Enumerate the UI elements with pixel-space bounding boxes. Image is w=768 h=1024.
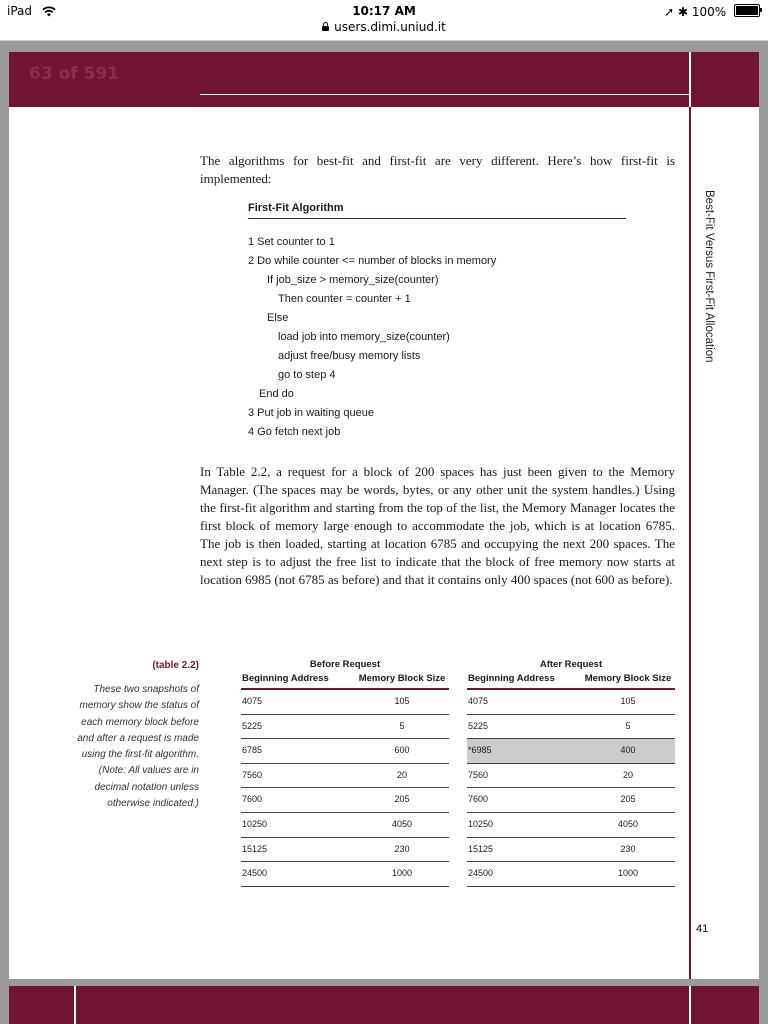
header-divider: [689, 52, 691, 107]
table-label: (table 2.2): [152, 660, 199, 671]
table-row: [467, 838, 675, 863]
table-row: [467, 690, 675, 715]
table-cell: *6985: [468, 745, 492, 756]
column-header: Memory Block Size: [584, 673, 672, 684]
table-row: [241, 862, 449, 887]
highlighted-table-row: [467, 739, 675, 764]
algorithm-lines: [248, 233, 626, 442]
table-cell: 7560: [468, 769, 489, 780]
table-group-title: After Request: [539, 659, 603, 670]
table-header-row: [241, 672, 449, 690]
bluetooth-icon: ✱: [677, 5, 689, 19]
table-row: [241, 764, 449, 789]
url-text: users.dimi.uniud.it: [334, 20, 446, 34]
table-cell: 20: [396, 769, 407, 780]
table-cell: 6785: [242, 745, 263, 756]
table-cell: 205: [620, 794, 636, 805]
algorithm-line: Else: [267, 312, 289, 324]
table-cell: 4075: [242, 696, 263, 706]
table-cell: 24500: [242, 868, 268, 879]
table-row: [467, 813, 675, 838]
lock-icon: [322, 26, 329, 31]
table-row: [241, 813, 449, 838]
status-bar: [0, 0, 768, 41]
column-header: Beginning Address: [468, 673, 555, 684]
table-row: [241, 788, 449, 813]
next-page-header-band: [9, 986, 759, 1024]
battery-percent: 100%: [691, 5, 727, 19]
table-cell: 5225: [242, 720, 263, 731]
table-group-title: Before Request: [309, 659, 381, 670]
algorithm-line: Then counter = counter + 1: [278, 293, 411, 305]
side-title-text: Best-Fit Versus First-Fit Allocation: [703, 190, 715, 363]
table-cell: 105: [620, 696, 636, 706]
page-counter: 63 of 591: [29, 64, 120, 84]
before-request-table: [241, 658, 449, 887]
table-cell: 230: [394, 843, 410, 854]
table-row: [241, 715, 449, 740]
table-row: [467, 715, 675, 740]
clock: 10:17 AM: [352, 4, 416, 18]
side-running-title: [684, 190, 744, 490]
table-cell: 5: [625, 720, 631, 731]
table-cell: 15125: [468, 843, 494, 854]
table-cell: 230: [620, 843, 636, 854]
status-right: [664, 4, 760, 19]
table-cell: 10250: [468, 818, 494, 829]
table-cell: 1000: [391, 868, 413, 879]
battery-icon: [734, 4, 760, 17]
algorithm-line: load job into memory_size(counter): [278, 331, 450, 343]
table-cell: 105: [394, 696, 410, 706]
table-row: [241, 739, 449, 764]
page-number: 41: [696, 923, 709, 935]
after-request-table: [467, 658, 675, 887]
table-cell: 7560: [242, 769, 263, 780]
algorithm-line: If job_size > memory_size(counter): [267, 274, 439, 286]
table-cell: 400: [620, 745, 636, 756]
table-cell: 5225: [468, 720, 489, 731]
header-rule: [200, 94, 689, 95]
table-cell: 4050: [617, 818, 639, 829]
battery-fill: [736, 6, 758, 15]
location-icon: ➚: [664, 5, 675, 19]
body-paragraph: In Table 2.2, a request for a block of 200 spaces has just been given to the Memory Manager. (The spaces may be words, bytes, or any other unit the system handles.) Using the first-fit algorithm and starting from the top of the list, the Memory Manager locates the first block of memory large enough to accommodate the job, which is at location 6785. The job is then loaded, starting at location 6785 and occupying the next 200 spaces. The next step is to adjust the free list to indicate that the block of free memory now starts at location 6985 (not 6785 as before) and that it contains only 400 spaces (not 600 as before).: [200, 464, 675, 587]
footer-divider: [74, 986, 76, 1024]
intro-paragraph: The algorithms for best-fit and first-fit are very different. Here’s how first-fit is implemented:: [200, 153, 675, 186]
table-cell: 10250: [242, 818, 268, 829]
algorithm-line: End do: [259, 388, 294, 400]
algorithm-line: 1 Set counter to 1: [248, 236, 335, 248]
table-row: [241, 838, 449, 863]
document-page: [9, 52, 759, 979]
table-cell: 24500: [468, 868, 494, 879]
algorithm-line: adjust free/busy memory lists: [278, 350, 421, 362]
table-row: [467, 764, 675, 789]
table-row: [467, 862, 675, 887]
table-cell: 600: [394, 745, 410, 756]
table-cell: 7600: [468, 794, 489, 805]
table-row: [241, 690, 449, 715]
algorithm-line: go to step 4: [278, 369, 336, 381]
table-cell: 4050: [391, 818, 413, 829]
table-header-row: [467, 672, 675, 690]
algorithm-line: 4 Go fetch next job: [248, 426, 341, 438]
footer-divider: [689, 986, 691, 1024]
table-cell: 7600: [242, 794, 263, 805]
table-caption: These two snapshots of memory show the status of each memory block before and after a request is made using the first-fit algorithm. (Note: All values are in decimal notation unless otherwise indicated.): [77, 684, 199, 810]
table-row: [467, 788, 675, 813]
table-cell: 205: [394, 794, 410, 805]
algorithm-title: First-Fit Algorithm: [248, 202, 626, 219]
algorithm-line: 2 Do while counter <= number of blocks in memory: [248, 255, 497, 267]
algorithm-box: [248, 202, 626, 442]
address-bar[interactable]: [0, 20, 768, 34]
table-cell: 5: [399, 720, 405, 731]
column-header: Memory Block Size: [358, 673, 446, 684]
table-cell: 20: [622, 769, 633, 780]
column-header: Beginning Address: [242, 673, 329, 684]
table-cell: 15125: [242, 843, 268, 854]
device-name: iPad: [7, 4, 33, 18]
table-cell: 4075: [468, 696, 489, 706]
page-header-band: [9, 52, 759, 107]
table-cell: 1000: [617, 868, 639, 879]
algorithm-line: 3 Put job in waiting queue: [248, 407, 374, 419]
